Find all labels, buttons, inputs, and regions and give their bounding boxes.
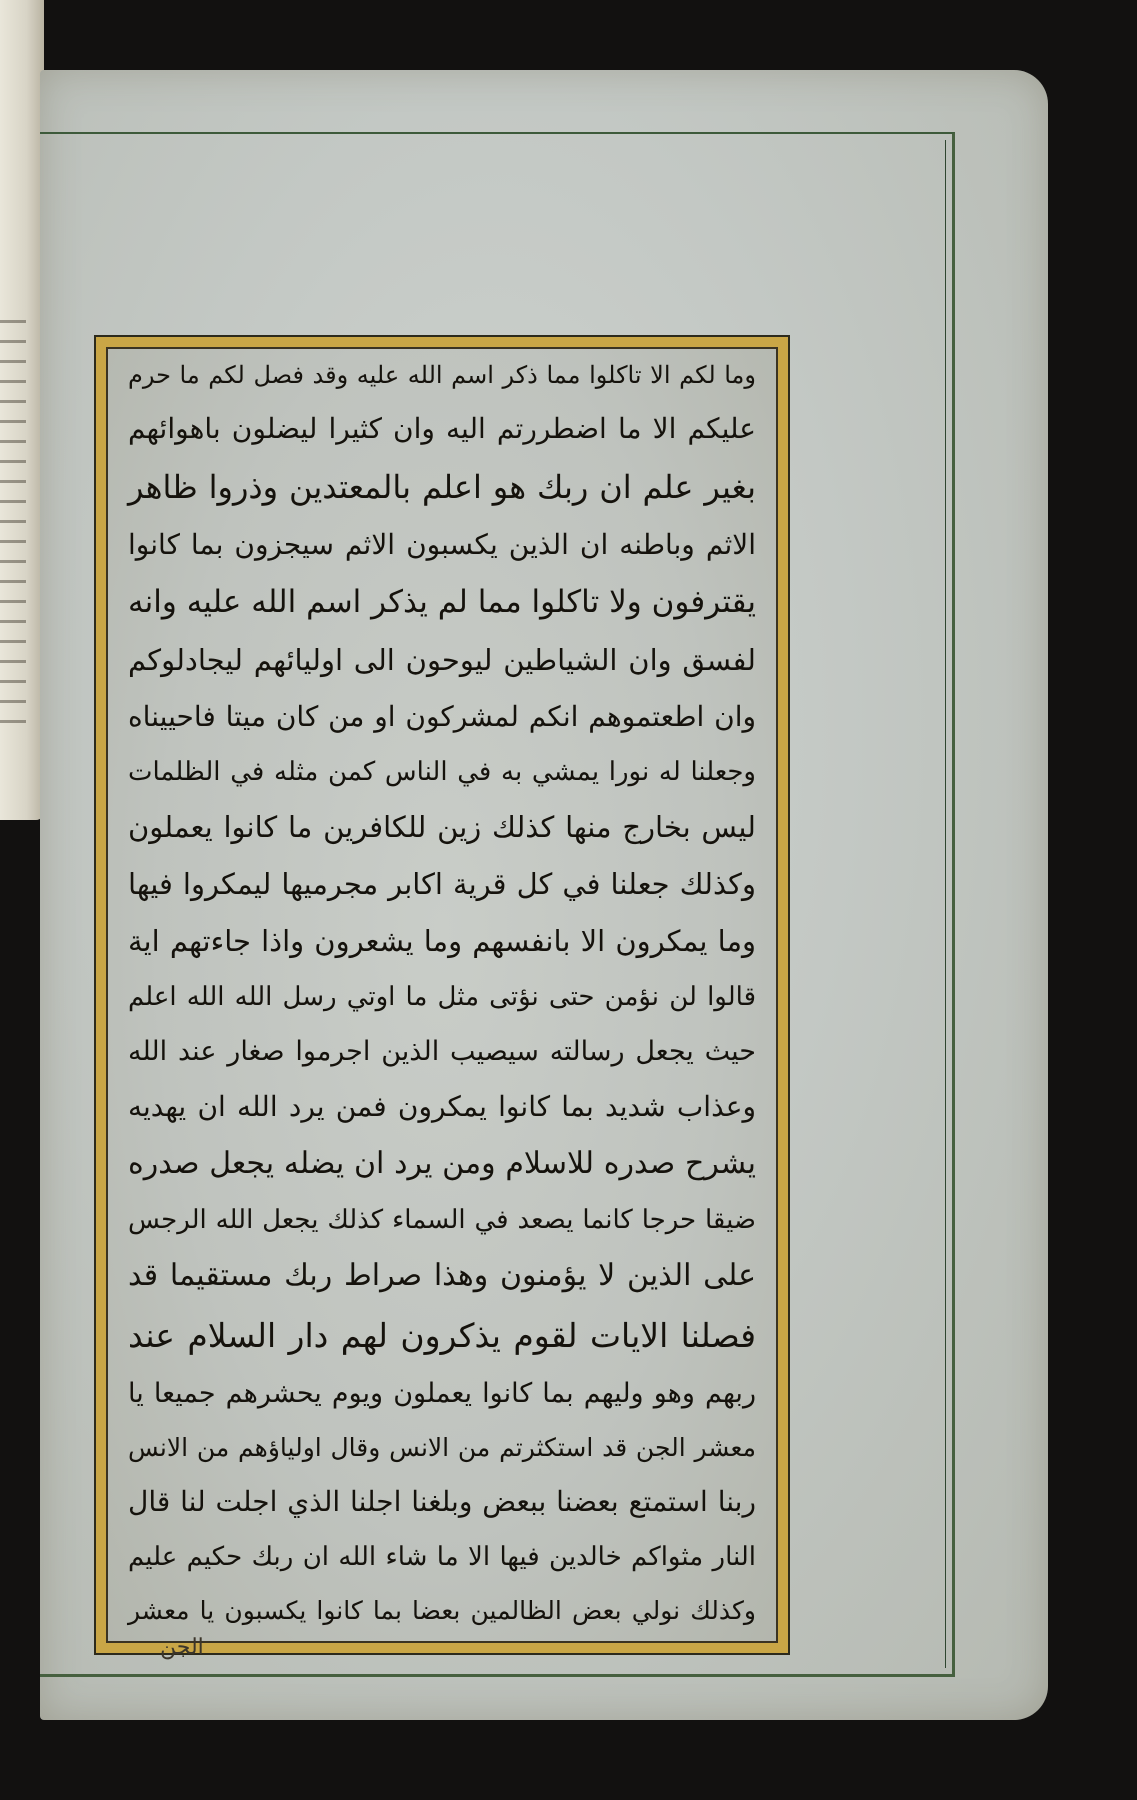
text-line-7: وان اطعتموهم انكم لمشركون او من كان ميتا فاحييناه <box>128 700 756 733</box>
text-line-16: ضيقا حرجا كانما يصعد في السماء كذلك يجعل الله الرجس <box>128 1205 756 1235</box>
text-line-13: حيث يجعل رسالته سيصيب الذين اجرموا صغار عند الله <box>128 1036 756 1067</box>
text-line-23: وكذلك نولي بعض الظالمين بعضا بما كانوا يكسبون يا معشر <box>128 1596 756 1625</box>
text-line-21: ربنا استمتع بعضنا ببعض وبلغنا اجلنا الذي اجلت لنا قال <box>128 1485 756 1518</box>
previous-page-edge <box>0 0 44 820</box>
text-line-1: وما لكم الا تاكلوا مما ذكر اسم الله عليه وقد فصل لكم ما حرم <box>128 361 756 389</box>
arabic-text-block <box>128 363 756 1623</box>
gold-text-frame <box>94 335 790 1655</box>
text-line-10: وكذلك جعلنا في كل قرية اكابر مجرميها ليمكروا فيها <box>128 867 756 901</box>
previous-page-text <box>0 320 26 740</box>
text-line-15: يشرح صدره للاسلام ومن يرد ان يضله يجعل صدره <box>128 1146 756 1181</box>
text-line-5: يقترفون ولا تاكلوا مما لم يذكر اسم الله عليه وانه <box>128 584 756 620</box>
text-line-11: وما يمكرون الا بانفسهم وما يشعرون واذا جاءتهم اية <box>128 924 756 958</box>
text-line-14: وعذاب شديد بما كانوا يمكرون فمن يرد الله ان يهديه <box>128 1090 756 1123</box>
text-line-2: عليكم الا ما اضطررتم اليه وان كثيرا ليضلون باهوائهم <box>128 412 756 445</box>
text-line-9: ليس بخارج منها كذلك زين للكافرين ما كانوا يعملون <box>128 810 756 844</box>
text-line-17: على الذين لا يؤمنون وهذا صراط ربك مستقيما قد <box>128 1258 756 1293</box>
text-line-12: قالوا لن نؤمن حتى نؤتى مثل ما اوتي رسل الله الله اعلم <box>128 982 756 1012</box>
text-line-4: الاثم وباطنه ان الذين يكسبون الاثم سيجزون بما كانوا <box>128 528 756 561</box>
text-line-8: وجعلنا له نورا يمشي به في الناس كمن مثله في الظلمات <box>128 757 756 787</box>
text-line-20: معشر الجن قد استكثرتم من الانس وقال اولياؤهم من الانس <box>128 1433 756 1462</box>
manuscript-page <box>40 70 1048 1720</box>
text-line-22: النار مثواكم خالدين فيها الا ما شاء الله ان ربك حكيم عليم <box>128 1542 756 1572</box>
text-line-3: بغير علم ان ربك هو اعلم بالمعتدين وذروا ظاهر <box>128 468 756 506</box>
text-line-18: فصلنا الايات لقوم يذكرون لهم دار السلام عند <box>128 1316 756 1355</box>
text-line-19: ربهم وهو وليهم بما كانوا يعملون ويوم يحشرهم جميعا يا <box>128 1378 756 1409</box>
text-line-6: لفسق وان الشياطين ليوحون الى اوليائهم ليجادلوكم <box>128 643 756 677</box>
catchword: الجن <box>160 1635 204 1660</box>
text-panel <box>106 347 778 1643</box>
